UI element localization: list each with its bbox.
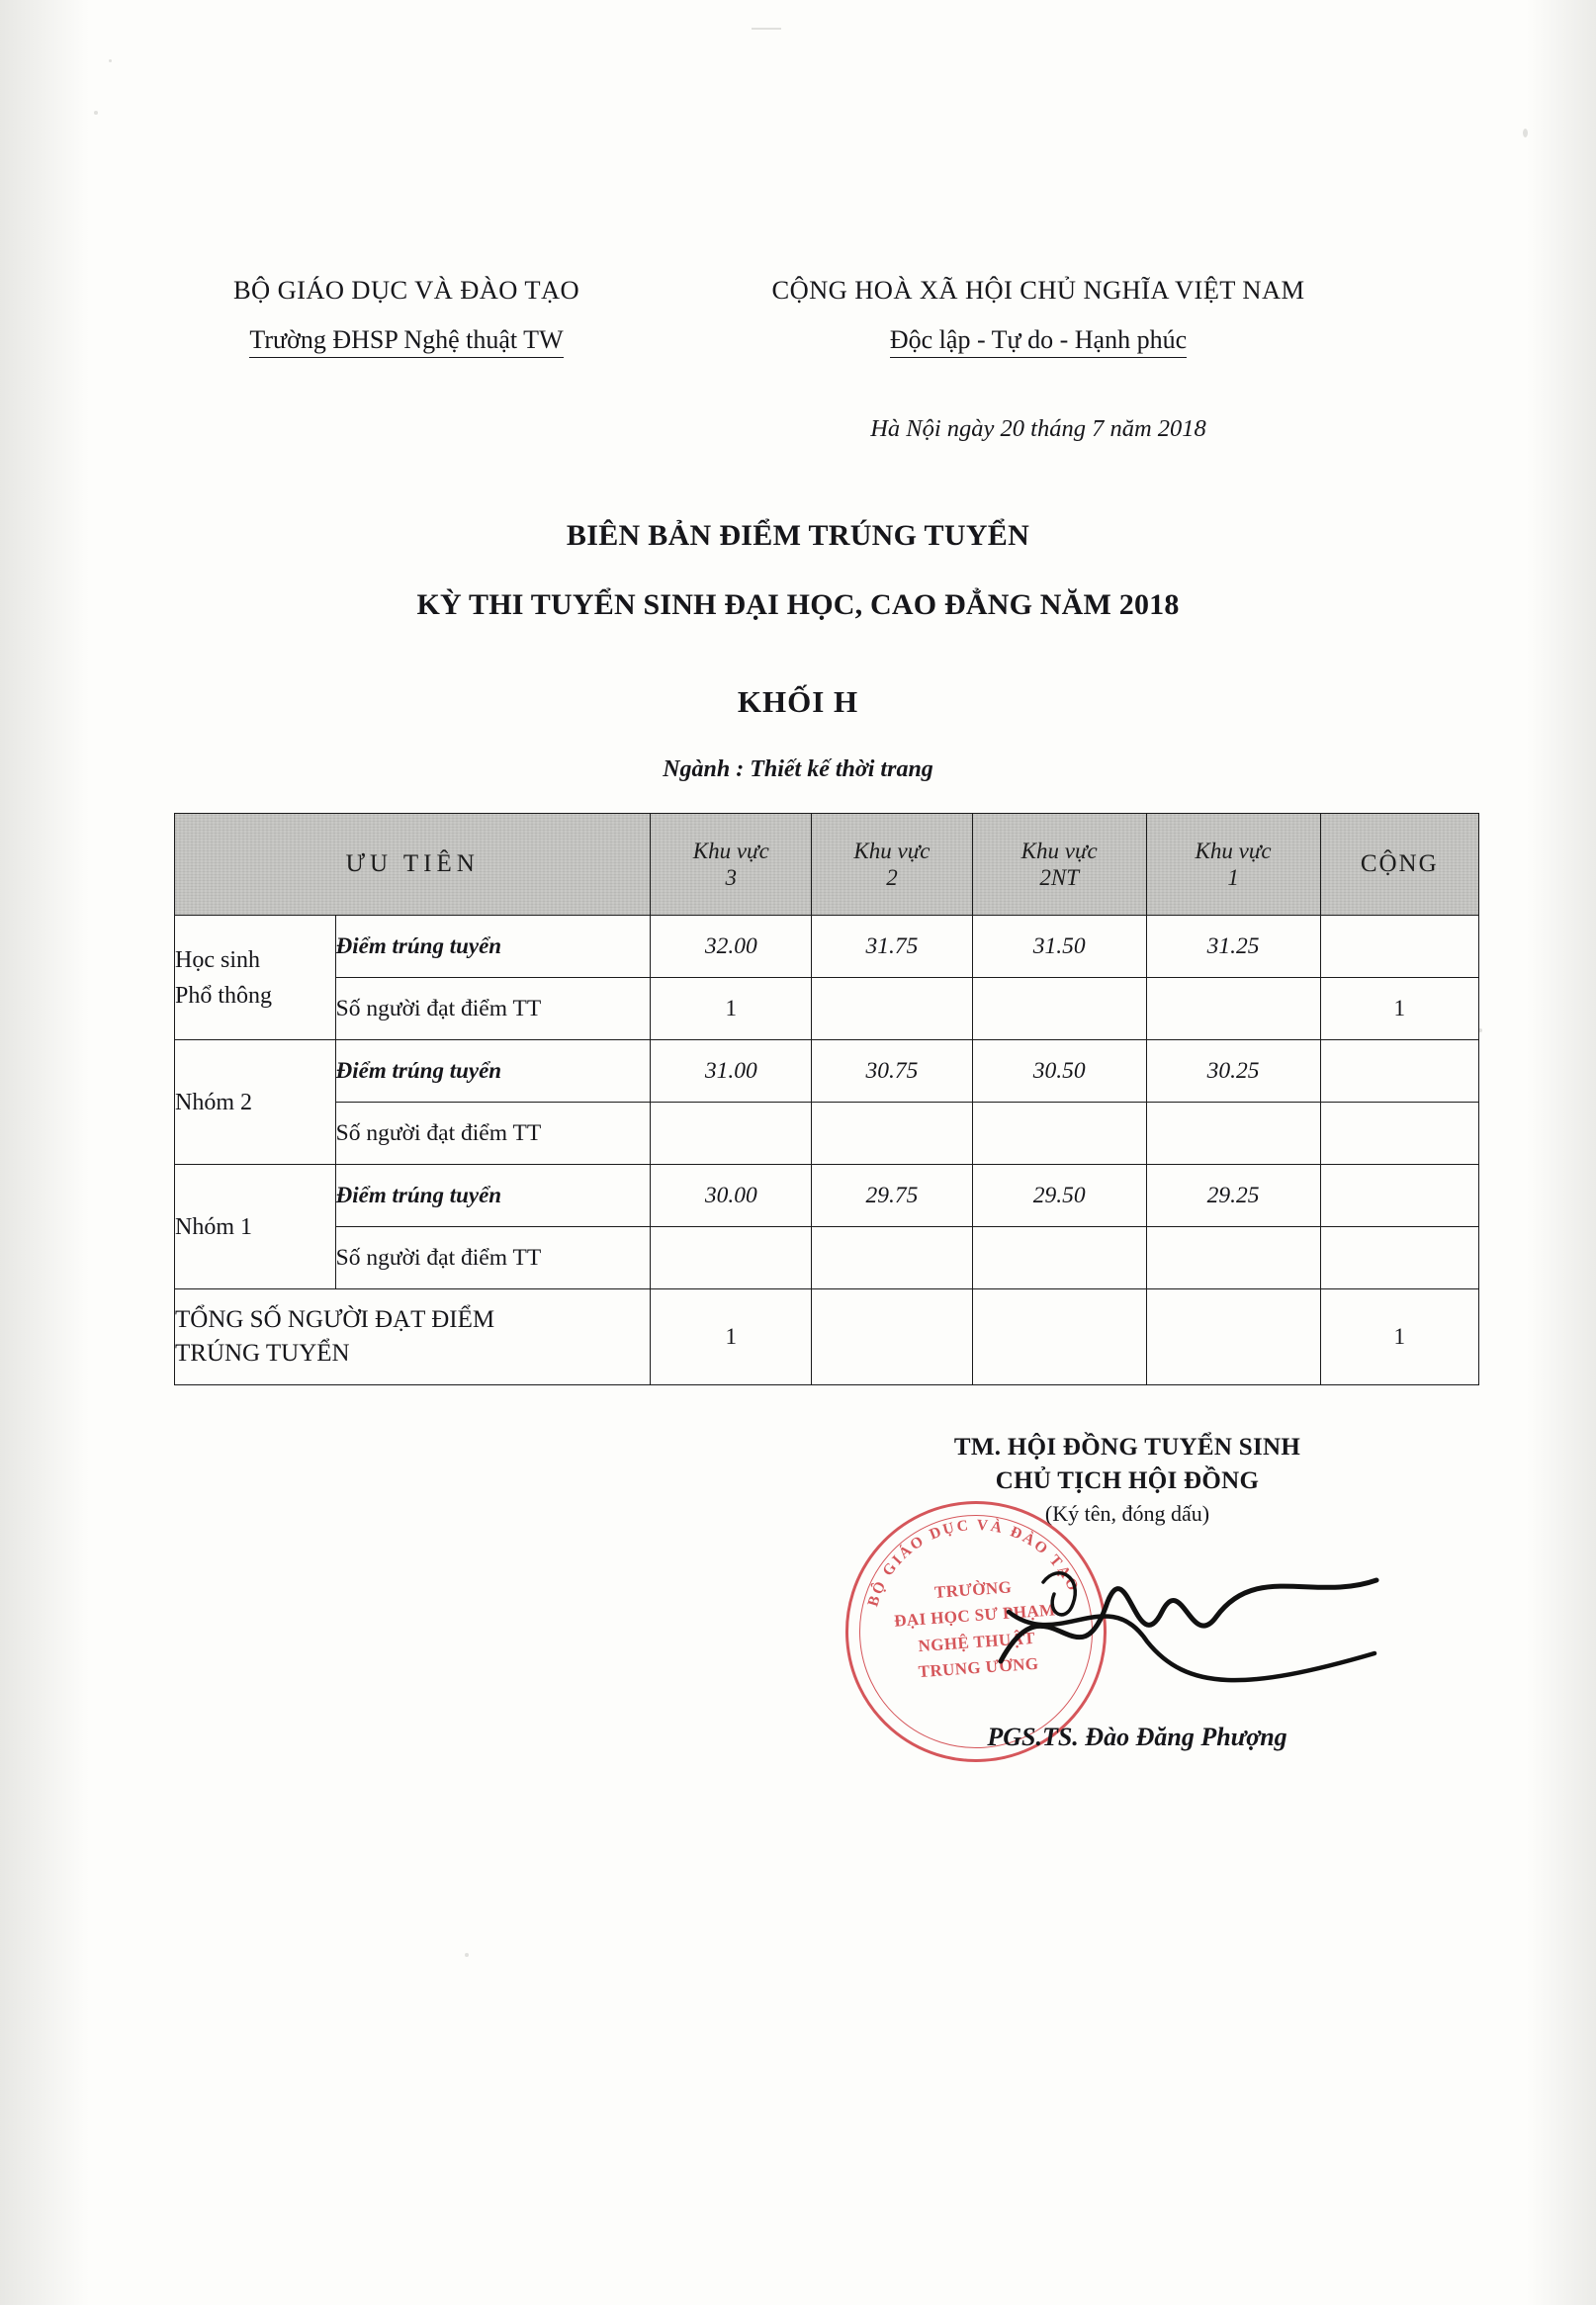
row-label-count-2: Số người đạt điểm TT <box>335 1103 651 1165</box>
count-1-zone1 <box>1146 978 1320 1040</box>
block-title: KHỐI H <box>737 684 859 719</box>
table-row <box>175 1165 1479 1227</box>
scan-speck <box>465 1953 469 1957</box>
header-total: CỘNG <box>1320 814 1479 916</box>
count-1-total: 1 <box>1320 978 1479 1040</box>
scores-table-wrapper <box>174 813 1479 1385</box>
stamp-line-2: ĐẠI HỌC SƯ PHẠM <box>893 1600 1057 1632</box>
table-header-row <box>175 814 1479 916</box>
signature-hint: (Ký tên, đóng dấu) <box>1044 1501 1210 1526</box>
country-name: CỘNG HOÀ XÃ HỘI CHỦ NGHĨA VIỆT NAM <box>771 275 1305 305</box>
scan-speck <box>752 28 781 30</box>
scan-speck <box>94 111 98 115</box>
row-label-count-3: Số người đạt điểm TT <box>335 1227 651 1289</box>
count-1-zone3: 1 <box>651 978 812 1040</box>
grand-total-label-line2: TRÚNG TUYỂN <box>175 1340 350 1367</box>
header-zone-3-line2: 3 <box>725 865 738 890</box>
count-1-zone2 <box>812 978 973 1040</box>
score-1-zone1: 31.25 <box>1146 916 1320 978</box>
group-label-1-line2: Phổ thông <box>175 982 273 1009</box>
score-2-total <box>1320 1040 1479 1103</box>
national-motto: Độc lập - Tự do - Hạnh phúc <box>890 325 1187 358</box>
grand-total-label <box>175 1289 651 1385</box>
group-label-1 <box>175 916 336 1040</box>
signer-name: PGS.TS. Đào Đăng Phượng <box>987 1723 1287 1751</box>
page-title: BIÊN BẢN ĐIỂM TRÚNG TUYỂN <box>566 519 1030 552</box>
score-2-zone1: 30.25 <box>1146 1040 1320 1103</box>
header-zone-2-line2: 2 <box>886 865 898 890</box>
row-label-score-1: Điểm trúng tuyển <box>335 916 651 978</box>
count-2-total <box>1320 1103 1479 1165</box>
header-zone-2nt <box>972 814 1146 916</box>
table-row <box>175 978 1479 1040</box>
score-1-zone2nt: 31.50 <box>972 916 1146 978</box>
row-label-score-2: Điểm trúng tuyển <box>335 1040 651 1103</box>
grand-total-zone2 <box>812 1289 973 1385</box>
scores-table <box>174 813 1479 1385</box>
score-2-zone2nt: 30.50 <box>972 1040 1146 1103</box>
grand-total-label-line1: TỔNG SỐ NGƯỜI ĐẠT ĐIỂM <box>175 1306 495 1334</box>
scan-speck <box>109 59 112 62</box>
score-2-zone2: 30.75 <box>812 1040 973 1103</box>
count-3-zone2nt <box>972 1227 1146 1289</box>
stamp-line-1: TRƯỜNG <box>933 1577 1013 1602</box>
score-2-zone3: 31.00 <box>651 1040 812 1103</box>
score-3-zone2: 29.75 <box>812 1165 973 1227</box>
score-1-zone3: 32.00 <box>651 916 812 978</box>
row-label-score-3: Điểm trúng tuyển <box>335 1165 651 1227</box>
table-row <box>175 1103 1479 1165</box>
count-3-zone3 <box>651 1227 812 1289</box>
scan-shadow-left <box>0 0 89 2305</box>
header-zone-2nt-line2: 2NT <box>1039 865 1080 890</box>
school-name: Trường ĐHSP Nghệ thuật TW <box>249 325 563 358</box>
stamp-line-3: NGHỆ THUẬT <box>917 1628 1036 1655</box>
page-subtitle: KỲ THI TUYỂN SINH ĐẠI HỌC, CAO ĐẲNG NĂM 2018 <box>416 588 1180 621</box>
score-1-total <box>1320 916 1479 978</box>
group-label-2 <box>175 1040 336 1165</box>
header-zone-3 <box>651 814 812 916</box>
signature-chairman-line: CHỦ TỊCH HỘI ĐỒNG <box>995 1467 1260 1494</box>
count-2-zone3 <box>651 1103 812 1165</box>
group-label-3-line1: Nhóm 1 <box>175 1213 252 1240</box>
header-zone-1-line1: Khu vực <box>1195 838 1272 863</box>
header-priority: ƯU TIÊN <box>175 814 651 916</box>
header-zone-2-line1: Khu vực <box>853 838 931 863</box>
grand-total-zone3: 1 <box>651 1289 812 1385</box>
ministry-name: BỘ GIÁO DỤC VÀ ĐÀO TẠO <box>232 275 580 305</box>
row-label-count-1: Số người đạt điểm TT <box>335 978 651 1040</box>
score-3-zone1: 29.25 <box>1146 1165 1320 1227</box>
stamp-center-text <box>844 1568 1107 1690</box>
scan-speck <box>1523 129 1528 137</box>
stamp-line-4: TRUNG ƯƠNG <box>918 1653 1040 1682</box>
grand-total-zone1 <box>1146 1289 1320 1385</box>
header-left <box>174 275 639 358</box>
score-3-zone2nt: 29.50 <box>972 1165 1146 1227</box>
score-3-zone3: 30.00 <box>651 1165 812 1227</box>
table-row <box>175 1040 1479 1103</box>
count-1-zone2nt <box>972 978 1146 1040</box>
count-3-zone2 <box>812 1227 973 1289</box>
svg-text:BỘ GIÁO DỤC VÀ ĐÀO TẠO: BỘ GIÁO DỤC VÀ ĐÀO TẠO <box>864 1516 1083 1609</box>
score-3-total <box>1320 1165 1479 1227</box>
count-2-zone2 <box>812 1103 973 1165</box>
count-2-zone1 <box>1146 1103 1320 1165</box>
header-right <box>692 275 1384 358</box>
table-footer-row <box>175 1289 1479 1385</box>
group-label-3 <box>175 1165 336 1289</box>
table-row <box>175 1227 1479 1289</box>
group-label-1-line1: Học sinh <box>175 946 260 973</box>
count-3-zone1 <box>1146 1227 1320 1289</box>
grand-total-zone2nt <box>972 1289 1146 1385</box>
scan-shadow-right <box>1527 0 1596 2305</box>
group-label-2-line1: Nhóm 2 <box>175 1089 252 1115</box>
header-zone-2nt-line1: Khu vực <box>1020 838 1098 863</box>
grand-total-sum: 1 <box>1320 1289 1479 1385</box>
signature-council-line: TM. HỘI ĐỒNG TUYỂN SINH <box>953 1434 1301 1461</box>
header-zone-2 <box>812 814 973 916</box>
major-label: Ngành : Thiết kế thời trang <box>663 756 933 782</box>
table-row <box>175 916 1479 978</box>
place-date: Hà Nội ngày 20 tháng 7 năm 2018 <box>870 415 1206 442</box>
header-zone-1-line2: 1 <box>1227 865 1239 890</box>
header-zone-1 <box>1146 814 1320 916</box>
score-1-zone2: 31.75 <box>812 916 973 978</box>
header-zone-3-line1: Khu vực <box>692 838 769 863</box>
count-2-zone2nt <box>972 1103 1146 1165</box>
count-3-total <box>1320 1227 1479 1289</box>
